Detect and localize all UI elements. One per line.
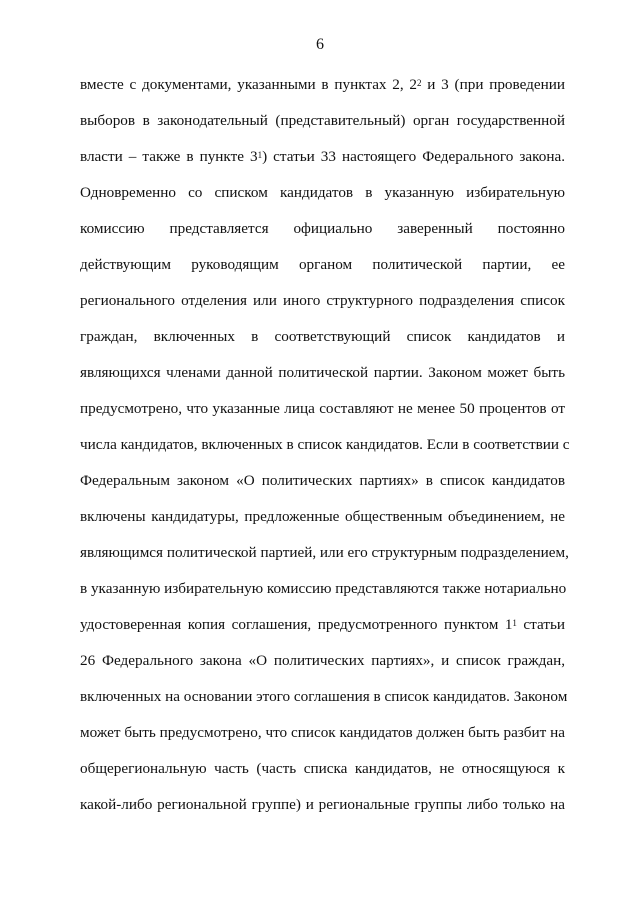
superscript: 2 — [417, 78, 422, 88]
superscript: 1 — [257, 150, 263, 160]
text-line-6: действующим руководящим органом политической партии, ее — [80, 256, 565, 273]
text-line-1 — [80, 75, 565, 95]
superscript: 1 — [512, 618, 517, 628]
text-line-8: граждан, включенных в соответствующий список кандидатов и — [80, 328, 565, 345]
text-line-11: числа кандидатов, включенных в список кандидатов. Если в соответствии с — [80, 436, 570, 453]
text-line-14: являющимся политической партией, или его структурным подразделением, — [80, 544, 569, 561]
text-line-7: регионального отделения или иного структурного подразделения список — [80, 292, 565, 309]
text-line-17: 26 Федерального закона «О политических партиях», и список граждан, — [80, 652, 565, 669]
text-line-21: какой-либо региональной группе) и региональные группы либо только на — [80, 796, 565, 813]
text-line-3 — [80, 147, 565, 167]
text-segment: вместе с документами, указанными в пунктах 2, 2 — [80, 76, 418, 93]
text-line-9: являющихся членами данной политической партии. Законом может быть — [80, 364, 565, 381]
text-line-18: включенных на основании этого соглашения в список кандидатов. Законом — [80, 688, 568, 705]
page-number: 6 — [316, 36, 324, 53]
text-segment: и 3 (при проведении — [427, 76, 565, 93]
text-segment: статьи — [523, 616, 566, 633]
text-line-12: Федеральным законом «О политических партиях» в список кандидатов — [80, 472, 565, 489]
text-line-15: в указанную избирательную комиссию представляются также нотариально — [80, 580, 567, 597]
text-line-10: предусмотрено, что указанные лица составляют не менее 50 процентов от — [80, 400, 565, 417]
text-line-20: общерегиональную часть (часть списка кандидатов, не относящуюся к — [80, 760, 565, 777]
text-segment: власти – также в пункте 3 — [80, 148, 258, 165]
text-segment: ) статьи 33 настоящего Федерального закона. — [262, 148, 565, 165]
text-line-4: Одновременно со списком кандидатов в указанную избирательную — [80, 184, 565, 201]
text-line-19: может быть предусмотрено, что список кандидатов должен быть разбит на — [80, 724, 565, 741]
text-line-16 — [80, 615, 565, 635]
text-line-13: включены кандидатуры, предложенные общественным объединением, не — [80, 508, 565, 525]
text-line-5: комиссию представляется официально заверенный постоянно — [80, 220, 565, 237]
text-segment: удостоверенная копия соглашения, предусмотренного пунктом 1 — [80, 616, 513, 633]
text-line-2: выборов в законодательный (представительный) орган государственной — [80, 112, 565, 129]
